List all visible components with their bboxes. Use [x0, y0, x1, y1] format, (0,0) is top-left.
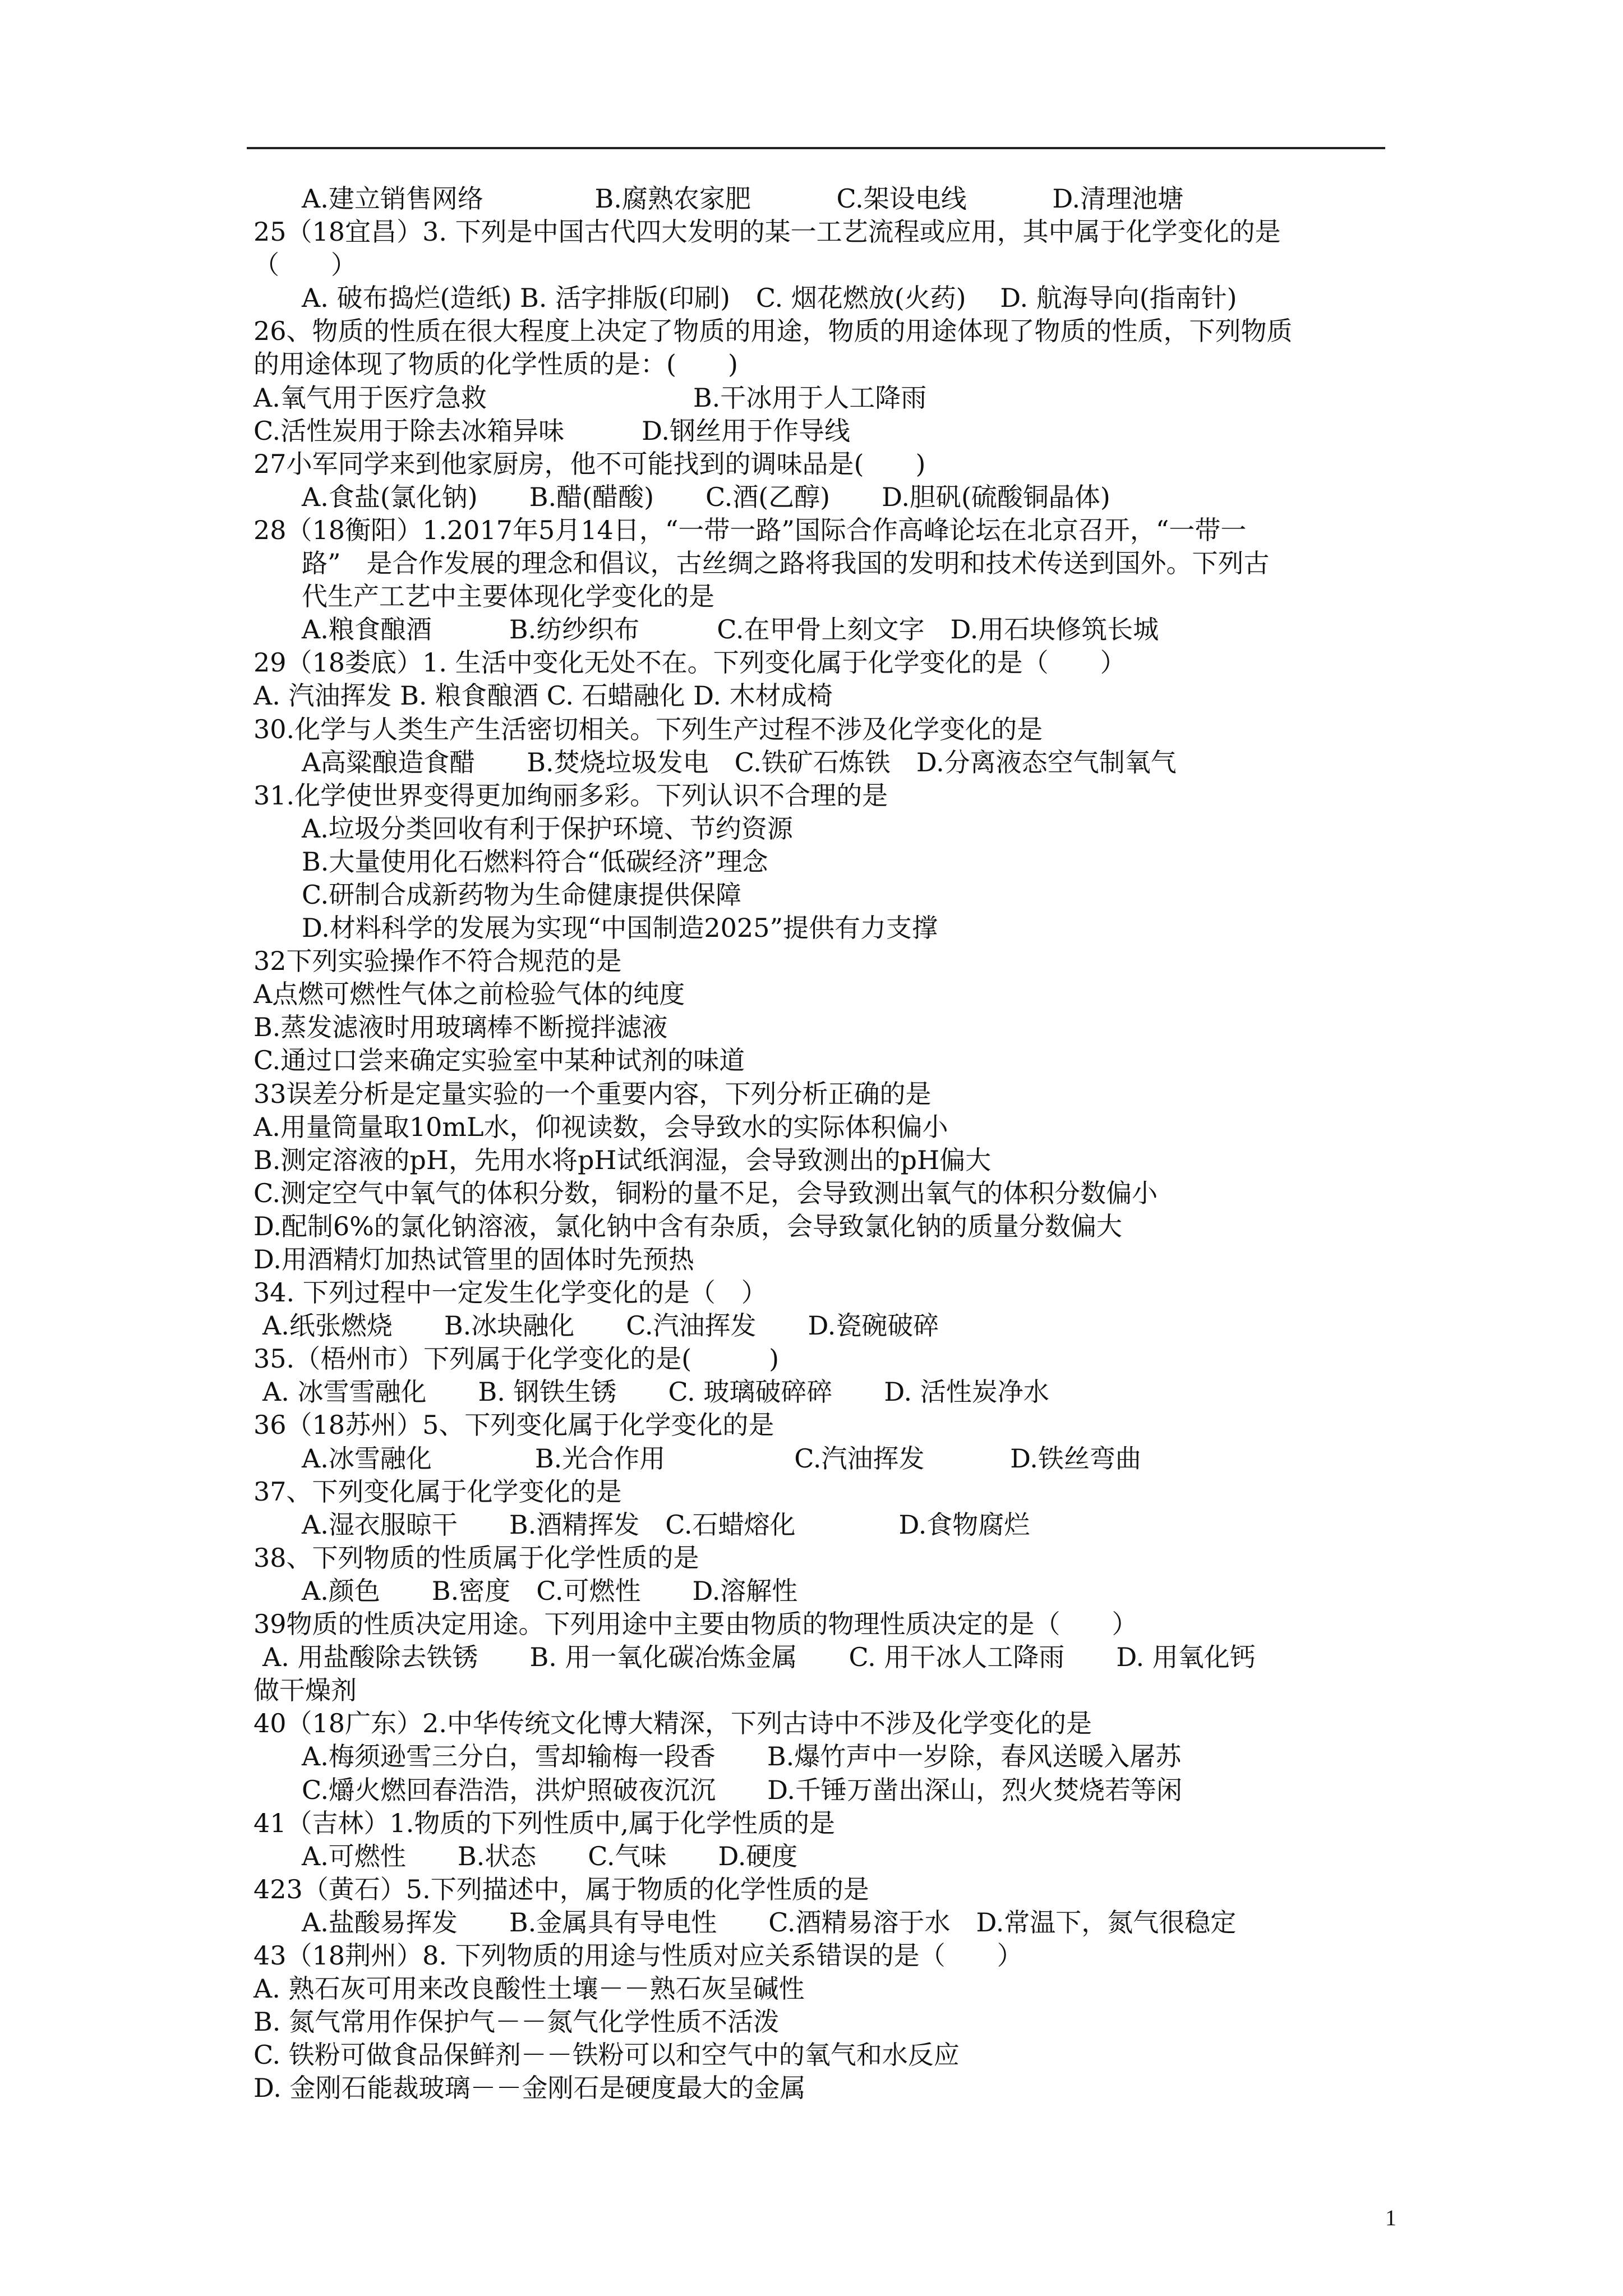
- text-line: 30.化学与人类生产生活密切相关。下列生产过程不涉及化学变化的是: [253, 714, 1043, 744]
- text-line: A.建立销售网络 B.腐熟农家肥 C.架设电线 D.清理池塘: [302, 183, 1184, 214]
- text-line: A.湿衣服晾干 B.酒精挥发 C.石蜡熔化 D.食物腐烂: [302, 1509, 1030, 1540]
- text-line: 35.（梧州市）下列属于化学变化的是( ): [253, 1343, 780, 1374]
- text-line: C.研制合成新药物为生命健康提供保障: [302, 879, 742, 910]
- text-line: A. 冰雪雪融化 B. 钢铁生锈 C. 玻璃破碎碎 D. 活性炭净水: [262, 1377, 1049, 1407]
- text-line: A.纸张燃烧 B.冰块融化 C.汽油挥发 D.瓷碗破碎: [262, 1310, 939, 1341]
- text-line: 38、下列物质的性质属于化学性质的是: [253, 1542, 699, 1573]
- text-line: C.活性炭用于除去冰箱异味 D.钢丝用于作导线: [253, 415, 851, 446]
- text-line: 36（18苏州）5、下列变化属于化学变化的是: [253, 1410, 774, 1441]
- text-line: C.通过口尝来确定实验室中某种试剂的味道: [253, 1045, 745, 1076]
- text-line: A. 汽油挥发 B. 粮食酿酒 C. 石蜡融化 D. 木材成椅: [253, 680, 833, 711]
- text-line: 37、下列变化属于化学变化的是: [253, 1476, 622, 1507]
- text-line: A.用量筒量取10mL水，仰视读数，会导致水的实际体积偏小: [253, 1111, 948, 1142]
- text-line: 41（吉林）1.物质的下列性质中,属于化学性质的是: [253, 1807, 836, 1838]
- text-line: A.颜色 B.密度 C.可燃性 D.溶解性: [302, 1575, 798, 1606]
- text-line: 25（18宜昌）3. 下列是中国古代四大发明的某一工艺流程或应用，其中属于化学变化的是: [253, 217, 1281, 247]
- text-line: 32下列实验操作不符合规范的是: [253, 946, 622, 977]
- text-line: A.氧气用于医疗急救 B.干冰用于人工降雨: [253, 382, 927, 413]
- text-line: 27小军同学来到他家厨房，他不可能找到的调味品是( ): [253, 448, 926, 479]
- text-line: B. 氮气常用作保护气－－氮气化学性质不活泼: [253, 2007, 780, 2037]
- text-line: A点燃可燃性气体之前检验气体的纯度: [253, 979, 685, 1010]
- text-line: 代生产工艺中主要体现化学变化的是: [302, 581, 714, 612]
- text-line: 423（黄石）5.下列描述中，属于物质的化学性质的是: [253, 1874, 869, 1904]
- text-line: 43（18荆州）8. 下列物质的用途与性质对应关系错误的是（ ）: [253, 1940, 1023, 1971]
- text-line: C.测定空气中氧气的体积分数，铜粉的量不足，会导致测出氧气的体积分数偏小: [253, 1177, 1158, 1208]
- text-line: A. 用盐酸除去铁锈 B. 用一氧化碳冶炼金属 C. 用干冰人工降雨 D. 用氧化钙: [262, 1642, 1256, 1673]
- text-line: A.冰雪融化 B.光合作用 C.汽油挥发 D.铁丝弯曲: [302, 1443, 1141, 1474]
- text-line: 29（18娄底）1. 生活中变化无处不在。下列变化属于化学变化的是（ ）: [253, 647, 1126, 678]
- text-line: D.配制6%的氯化钠溶液，氯化钠中含有杂质，会导致氯化钠的质量分数偏大: [253, 1211, 1122, 1241]
- text-line: 40（18广东）2.中华传统文化博大精深，下列古诗中不涉及化学变化的是: [253, 1708, 1092, 1739]
- text-line: C. 铁粉可做食品保鲜剂－－铁粉可以和空气中的氧气和水反应: [253, 2040, 960, 2070]
- text-line: A.食盐(氯化钠) B.醋(醋酸) C.酒(乙醇) D.胆矾(硫酸铜晶体): [302, 481, 1110, 512]
- text-line: C.爝火燃回春浩浩，洪炉照破夜沉沉 D.千锤万凿出深山，烈火焚烧若等闲: [302, 1774, 1183, 1805]
- text-line: 26、物质的性质在很大程度上决定了物质的用途，物质的用途体现了物质的性质，下列物质: [253, 316, 1293, 347]
- text-line: 做干燥剂: [253, 1675, 357, 1706]
- text-line: B.蒸发滤液时用玻璃棒不断搅拌滤液: [253, 1012, 668, 1043]
- text-line: D. 金刚石能裁玻璃－－金刚石是硬度最大的金属: [253, 2073, 806, 2104]
- page-number: 1: [1385, 2205, 1396, 2230]
- text-line: 34. 下列过程中一定发生化学变化的是（ ）: [253, 1277, 767, 1308]
- text-line: A.盐酸易挥发 B.金属具有导电性 C.酒精易溶于水 D.常温下，氮气很稳定: [302, 1907, 1237, 1938]
- text-line: A. 破布捣烂(造纸) B. 活字排版(印刷) C. 烟花燃放(火药) D. 航海导向(指南针): [302, 283, 1237, 314]
- text-line: B.测定溶液的pH，先用水将pH试纸润湿，会导致测出的pH偏大: [253, 1144, 992, 1175]
- header-rule: [247, 147, 1385, 149]
- text-line: 39物质的性质决定用途。下列用途中主要由物质的物理性质决定的是（ ）: [253, 1609, 1138, 1640]
- text-line: 路” 是合作发展的理念和倡议，古丝绸之路将我国的发明和技术传送到国外。下列古: [302, 548, 1270, 579]
- text-line: A. 熟石灰可用来改良酸性土壤－－熟石灰呈碱性: [253, 1973, 805, 2004]
- text-line: A高粱酿造食醋 B.焚烧垃圾发电 C.铁矿石炼铁 D.分离液态空气制氧气: [302, 747, 1177, 777]
- text-line: 33误差分析是定量实验的一个重要内容，下列分析正确的是: [253, 1078, 932, 1109]
- text-line: D.用酒精灯加热试管里的固体时先预热: [253, 1244, 694, 1274]
- text-line: D.材料科学的发展为实现“中国制造2025”提供有力支撑: [302, 913, 938, 944]
- text-line: （ ）: [253, 250, 357, 280]
- text-line: A.可燃性 B.状态 C.气味 D.硬度: [302, 1841, 798, 1871]
- text-line: A.梅须逊雪三分白，雪却输梅一段香 B.爆竹声中一岁除，春风送暖入屠苏: [302, 1741, 1182, 1772]
- text-line: B.大量使用化石燃料符合“低碳经济”理念: [302, 846, 768, 877]
- text-line: A.粮食酿酒 B.纺纱织布 C.在甲骨上刻文字 D.用石块修筑长城: [302, 614, 1159, 645]
- text-line: 28（18衡阳）1.2017年5月14日，“一带一路”国际合作高峰论坛在北京召开，“一带一: [253, 514, 1247, 545]
- text-line: A.垃圾分类回收有利于保护环境、节约资源: [302, 813, 793, 844]
- text-line: 的用途体现了物质的化学性质的是：( ): [253, 349, 738, 380]
- text-line: 31.化学使世界变得更加绚丽多彩。下列认识不合理的是: [253, 780, 888, 811]
- question-text-body: [0, 182, 1623, 2105]
